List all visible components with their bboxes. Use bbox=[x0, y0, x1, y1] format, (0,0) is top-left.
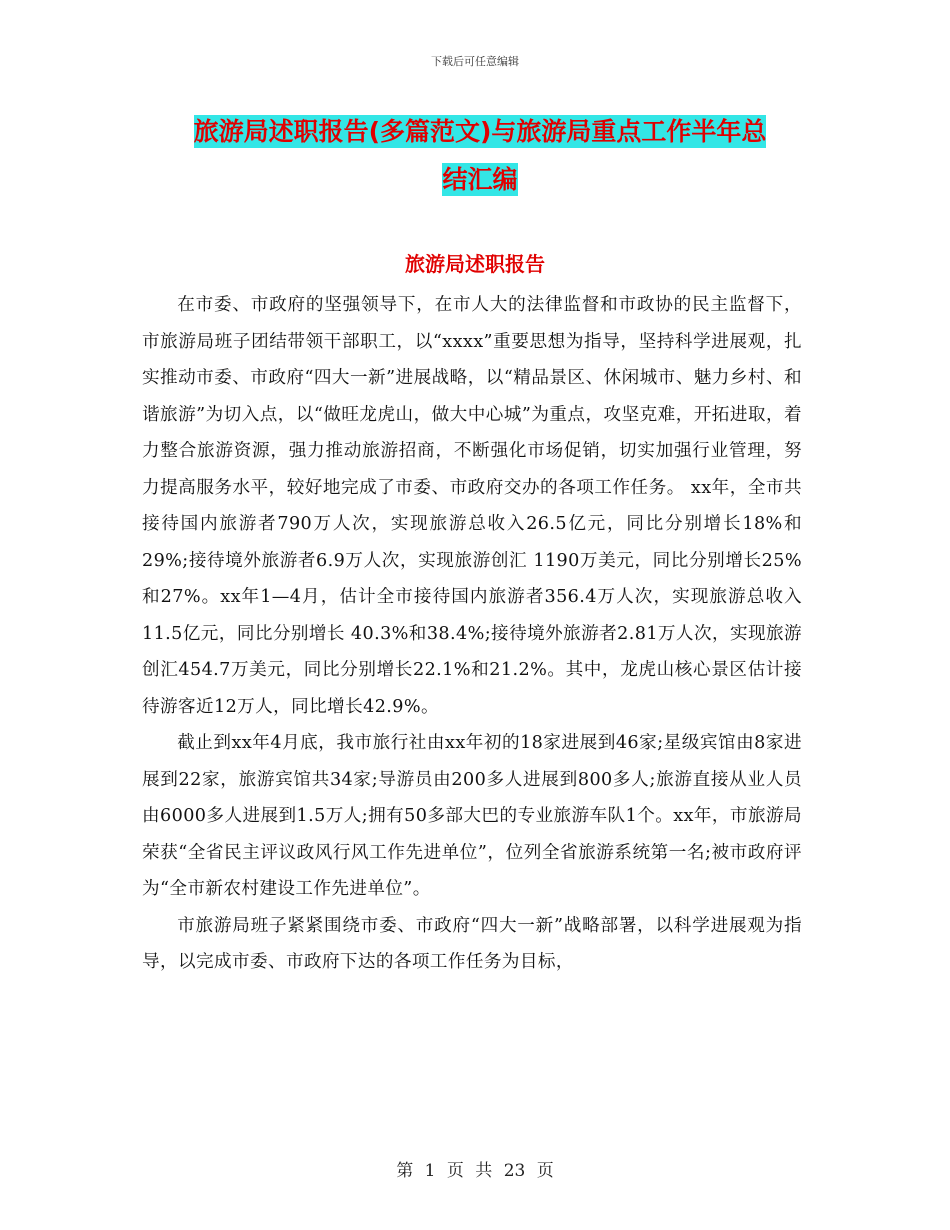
section-title: 旅游局述职报告 bbox=[405, 252, 545, 276]
title-line-2: 结汇编 bbox=[442, 165, 518, 194]
header-note: 下载后可任意编辑 bbox=[431, 55, 519, 68]
paragraph: 在市委、市政府的坚强领导下，在市人大的法律监督和市政协的民主监督下，市旅游局班子团结带领干部职工，以“xxxx”重要思想为指导，坚持科学进展观，扎实推动市委、市政府“四大一新”进展战略，以“精品景区、休闲城市、魅力乡村、和谐旅游”为切入点，以“做旺龙虎山，做大中心城”为重点，攻坚克难，开拓进取，着力整合旅游资源，强力推动旅游招商，不断强化市场促销，切实加强行业管理，努力提高服务水平，较好地完成了市委、市政府交办的各项工作任务。 xx年，全市共接待国内旅游者790万人次，实现旅游总收入26.5亿元，同比分别增长18%和29%;接待境外旅游者6.9万人次，实现旅游创汇 1190万美元，同比分别增长25%和27%。xx年1—4月，估计全市接待国内旅游者356.4万人次，实现旅游总收入11.5亿元，同比分别增长 40.3%和38.4%;接待境外旅游者2.81万人次，实现旅游创汇454.7万美元，同比分别增长22.1%和21.2%。其中，龙虎山核心景区估计接待游客近12万人，同比增长42.9%。 bbox=[142, 295, 802, 717]
paragraph: 截止到xx年4月底，我市旅行社由xx年初的18家进展到46家;星级宾馆由8家进展到22家，旅游宾馆共34家;导游员由200多人进展到800多人;旅游直接从业人员由6000多人进展到1.5万人;拥有50多部大巴的专业旅游车队1个。xx年，市旅游局荣获“全省民主评议政风行风工作先进单位”，位列全省旅游系统第一名;被市政府评为“全市新农村建设工作先进单位”。 bbox=[142, 733, 802, 899]
title-line-1: 旅游局述职报告(多篇范文)与旅游局重点工作半年总 bbox=[193, 117, 767, 146]
body-text bbox=[142, 287, 802, 981]
page-number: 第 1 页 共 23 页 bbox=[396, 1161, 554, 1181]
document-title bbox=[130, 108, 830, 204]
paragraph: 市旅游局班子紧紧围绕市委、市政府“四大一新”战略部署，以科学进展观为指导，以完成市委、市政府下达的各项工作任务为目标， bbox=[142, 915, 802, 972]
